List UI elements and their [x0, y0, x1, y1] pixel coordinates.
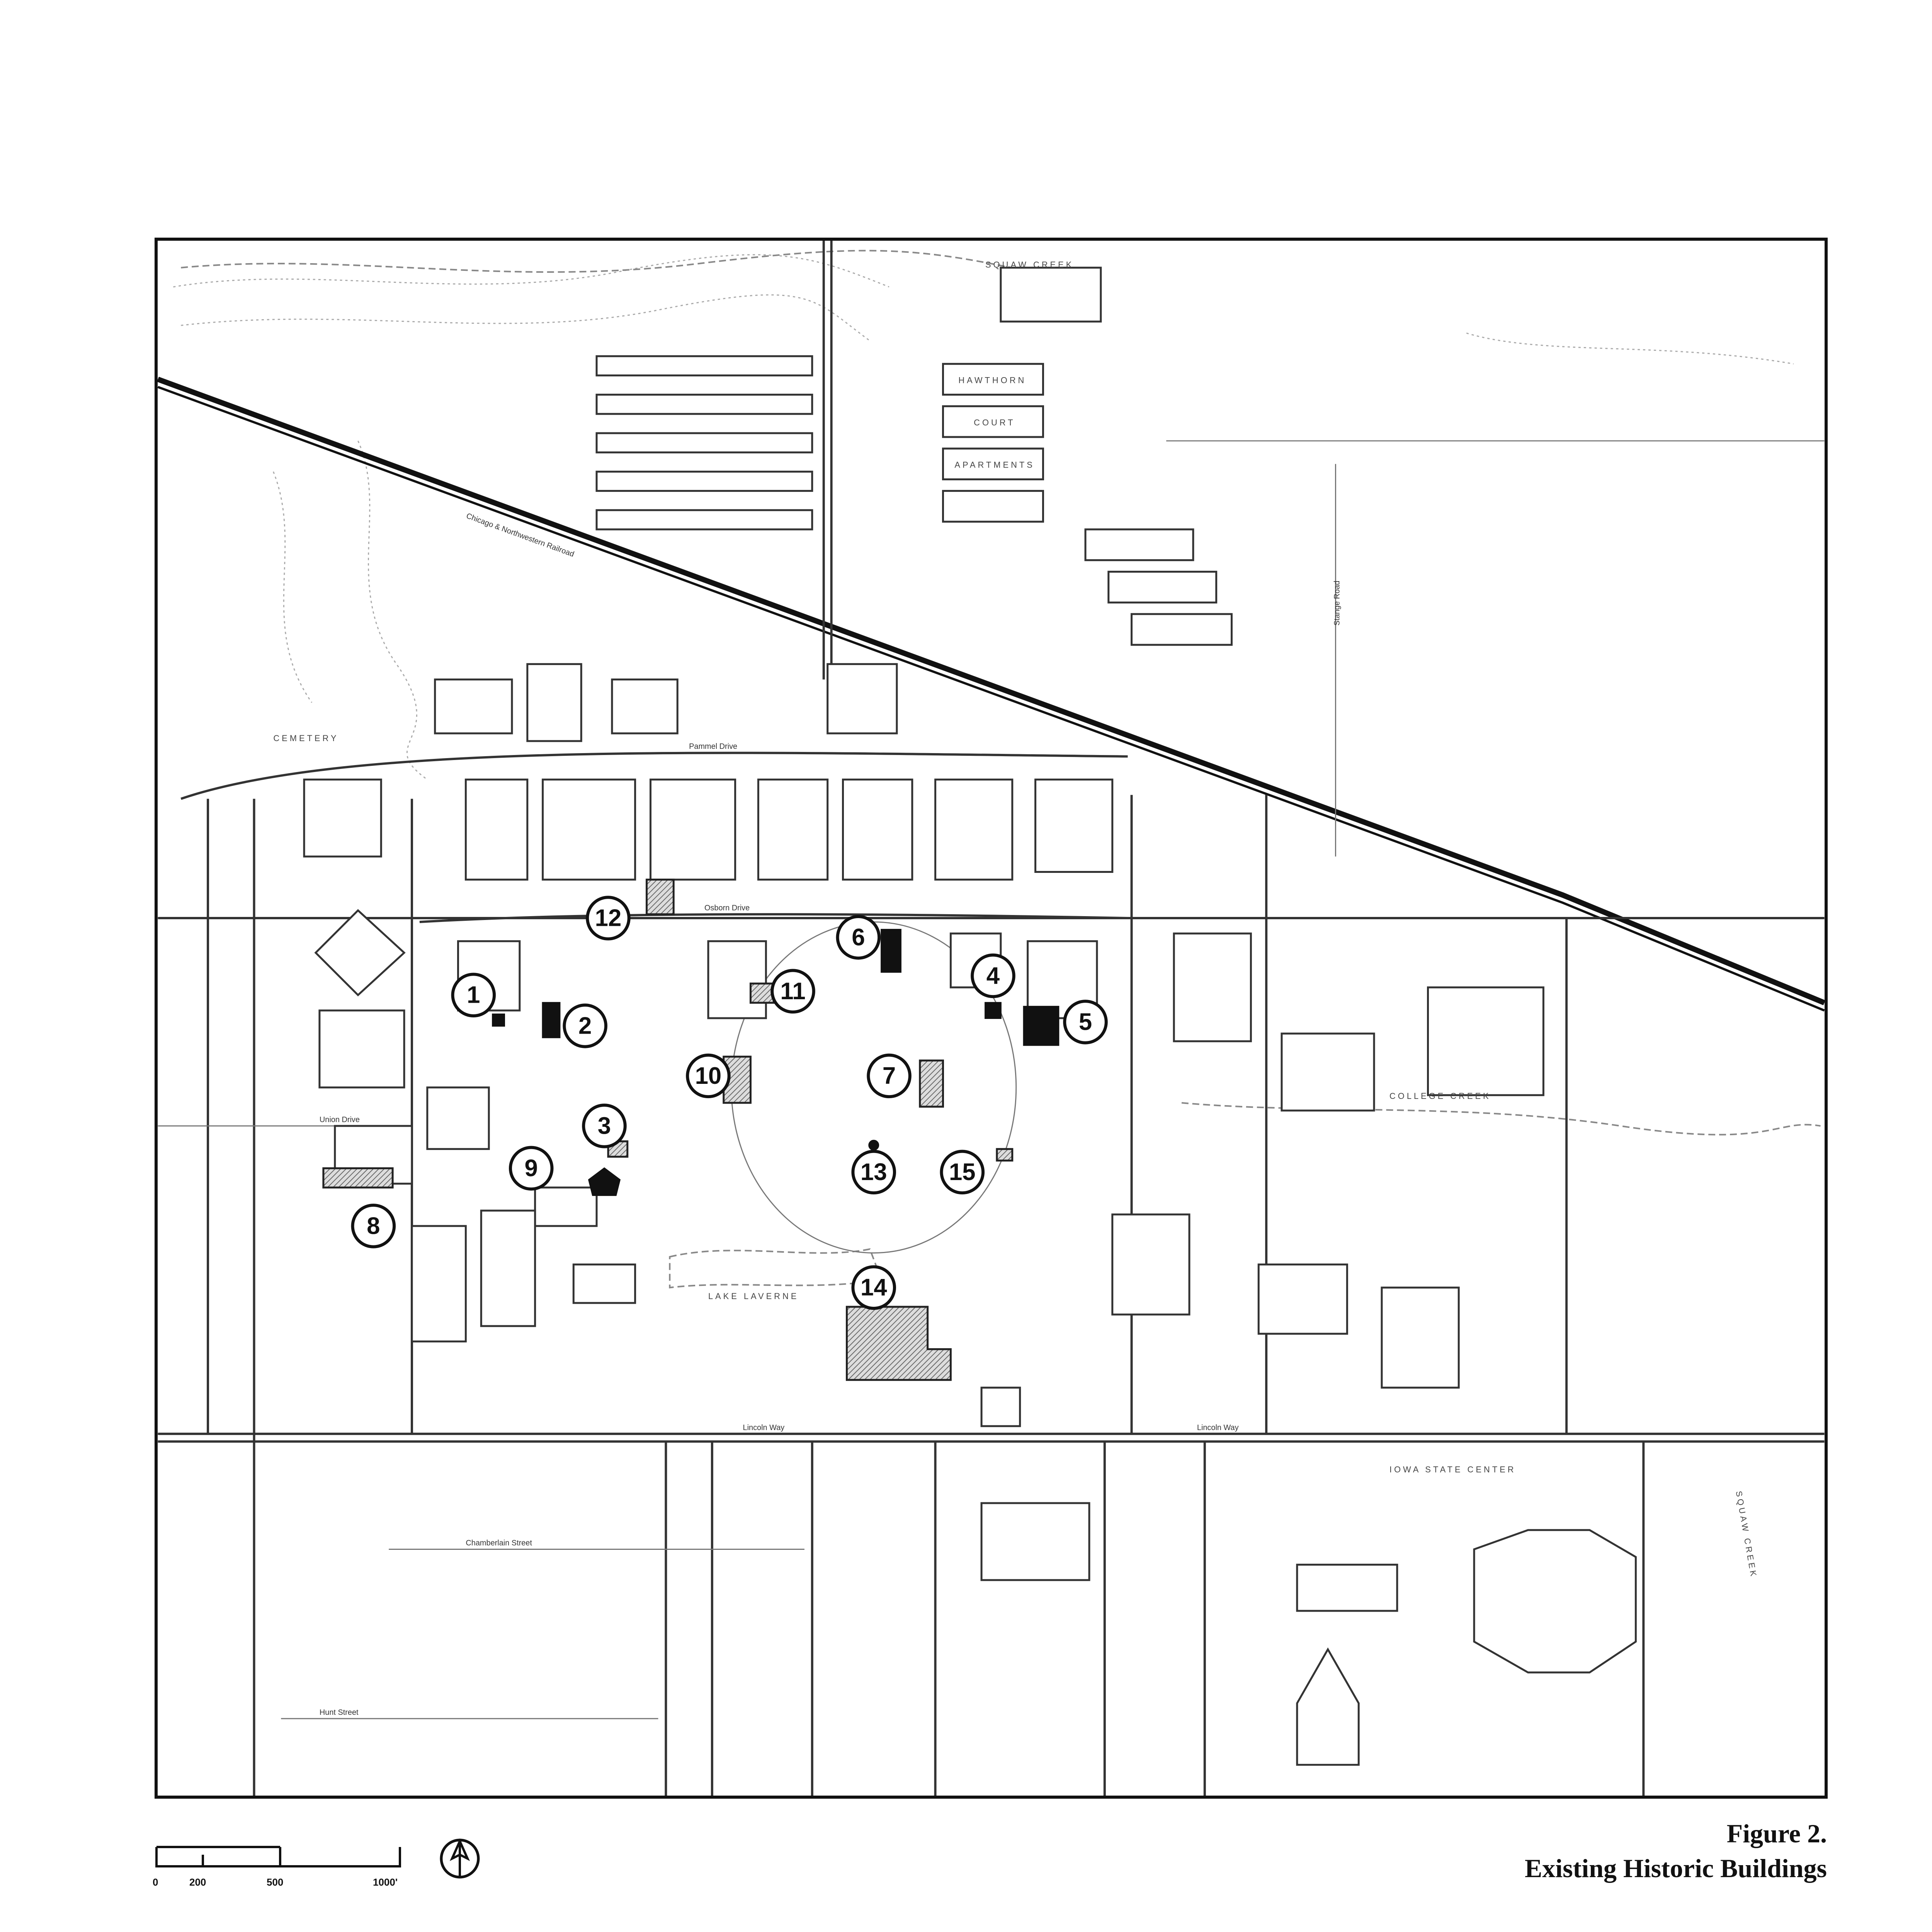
svg-text:1: 1	[467, 981, 480, 1009]
svg-text:15: 15	[949, 1158, 976, 1185]
osborn-cottage	[997, 1149, 1012, 1161]
morrill-hall	[750, 983, 774, 1003]
svg-text:9: 9	[524, 1155, 538, 1182]
scale-tick-1000: 1000'	[373, 1876, 398, 1888]
svg-text:12: 12	[595, 905, 622, 932]
scale-tick-500: 500	[267, 1876, 284, 1888]
label-lake-laverne: LAKE LAVERNE	[708, 1291, 799, 1301]
label-squaw-creek-north: SQUAW CREEK	[985, 260, 1074, 270]
svg-text:4: 4	[986, 962, 1000, 989]
memorial-union	[847, 1307, 951, 1380]
svg-text:13: 13	[860, 1158, 887, 1185]
lake-laverne	[670, 1249, 881, 1288]
figure-caption	[1525, 1816, 1827, 1886]
figure-title: Existing Historic Buildings	[1524, 1854, 1827, 1883]
figure-number: Figure 2.	[1726, 1819, 1827, 1848]
curtiss-hall	[920, 1061, 943, 1107]
marker-11	[772, 970, 814, 1012]
svg-text:8: 8	[367, 1213, 380, 1240]
marker-8	[353, 1205, 395, 1247]
marker-14	[853, 1267, 895, 1308]
svg-text:7: 7	[882, 1062, 896, 1089]
svg-text:5: 5	[1078, 1009, 1092, 1036]
marker-10	[687, 1055, 729, 1097]
label-college-creek: COLLEGE CREEK	[1389, 1091, 1491, 1101]
scale-tick-200: 200	[189, 1876, 206, 1888]
old-botany-hall	[881, 930, 901, 972]
label-apartments: APARTMENTS	[954, 460, 1035, 470]
campus-map	[155, 238, 1828, 1799]
farm-house	[985, 1003, 1001, 1018]
label-stange-road: Stange Road	[1333, 580, 1342, 626]
svg-text:3: 3	[597, 1112, 611, 1139]
college-creek	[1182, 1103, 1820, 1134]
scale-bar	[153, 1839, 415, 1889]
label-union-drive: Union Drive	[319, 1115, 360, 1124]
svg-text:2: 2	[578, 1012, 592, 1039]
label-cemetery: CEMETERY	[273, 733, 339, 743]
marker-15	[942, 1151, 983, 1193]
marker-3	[583, 1105, 625, 1147]
marker-1	[453, 974, 495, 1016]
label-squaw-creek-east: SQUAW CREEK	[1734, 1490, 1759, 1579]
svg-text:6: 6	[852, 924, 865, 951]
dairy-industry-building	[1024, 1007, 1059, 1045]
label-railroad: Chicago & Northwestern Railroad	[465, 512, 575, 559]
label-lincoln-way: Lincoln Way	[743, 1423, 785, 1432]
label-hunt-street: Hunt Street	[319, 1708, 359, 1717]
marker-12	[587, 897, 629, 939]
marker-7	[868, 1055, 910, 1097]
svg-text:14: 14	[860, 1274, 887, 1301]
squaw-creek	[181, 251, 1082, 283]
label-osborn-drive: Osborn Drive	[704, 904, 750, 913]
campus-map-drawing	[158, 241, 1825, 1796]
svg-text:11: 11	[780, 978, 806, 1005]
campanile	[869, 1141, 878, 1150]
state-gymnasium	[323, 1168, 393, 1187]
label-hawthorn: HAWTHORN	[958, 375, 1027, 385]
label-chamberlain-street: Chamberlain Street	[466, 1539, 532, 1548]
label-court: COURT	[974, 418, 1015, 428]
label-iowa-state-center: IOWA STATE CENTER	[1389, 1464, 1516, 1475]
marker-5	[1065, 1001, 1106, 1043]
marker-2	[564, 1005, 606, 1047]
scale-tick-0: 0	[153, 1876, 158, 1888]
marker-9	[510, 1148, 552, 1189]
label-lincoln-way-east: Lincoln Way	[1197, 1423, 1239, 1432]
marker-4	[972, 955, 1014, 997]
marston-hall	[543, 1003, 560, 1037]
svg-text:10: 10	[695, 1062, 722, 1089]
marker-13	[853, 1151, 895, 1193]
marston-water-tower	[493, 1014, 504, 1026]
north-arrow-icon	[439, 1837, 481, 1880]
snedecador-hall	[647, 879, 674, 914]
alumni-hall	[589, 1168, 620, 1195]
marker-6	[838, 917, 879, 958]
label-pammel-drive: Pammel Drive	[689, 742, 738, 751]
